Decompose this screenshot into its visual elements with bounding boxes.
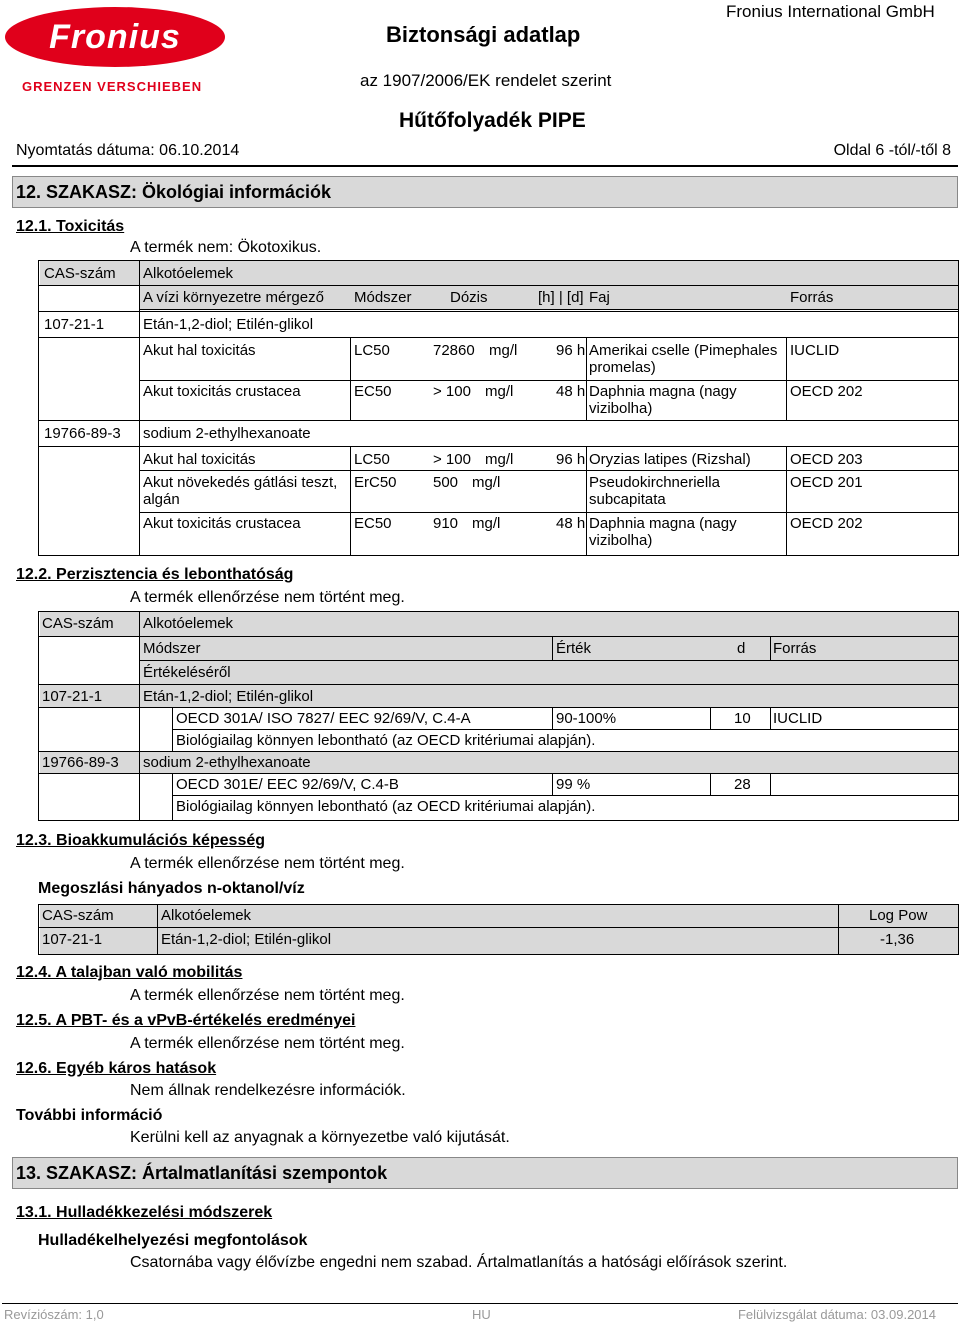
more-info-note: Kerülni kell az anyagnak a környezetbe való kijutását. [130, 1129, 510, 1146]
col-source: Forrás [790, 289, 834, 306]
col-aquatic-tox: A vízi környezetre mérgező [143, 289, 324, 306]
logo-tagline: GRENZEN VERSCHIEBEN [22, 79, 203, 94]
unit: mg/l [472, 474, 501, 491]
section-12-5-note: A termék ellenőrzése nem történt meg. [130, 1035, 405, 1052]
method: EC50 [354, 383, 392, 400]
regulation-text: az 1907/2006/EK rendelet szerint [360, 71, 612, 90]
logo-text: Fronius [49, 18, 181, 56]
partition-coeff-title: Megoszlási hányados n-oktanol/víz [38, 880, 305, 897]
source: OECD 202 [790, 515, 863, 532]
disposal-note: Csatornába vagy élővízbe engedni nem szabad. Ártalmatlanítás a hatósági előírások szerint. [130, 1254, 788, 1271]
tox-type: Akut hal toxicitás [143, 342, 256, 359]
section-12-1-note: A termék nem: Ökotoxikus. [130, 239, 322, 256]
section-12-5-title: 12.5. A PBT- és a vPvB-értékelés eredményei [16, 1012, 356, 1029]
method: LC50 [354, 342, 390, 359]
source: OECD 201 [790, 474, 863, 491]
species: Pseudokirchneriella subcapitata [589, 474, 720, 508]
revision-number: Revíziószám: 1,0 [4, 1307, 104, 1322]
cas-number: 19766-89-3 [42, 754, 119, 771]
evaluation-text: Biológiailag könnyen lebontható (az OECD kritériumai alapján). [176, 798, 596, 815]
tox-type: Akut növekedés gátlási teszt, algán [143, 474, 338, 508]
col-components: Alkotóelemek [143, 265, 234, 282]
col-components: Alkotóelemek [161, 907, 252, 924]
section-12-2-note: A termék ellenőrzése nem történt meg. [130, 589, 405, 606]
test-days: 10 [734, 710, 751, 727]
cas-number: 107-21-1 [42, 688, 103, 705]
tox-type: Akut hal toxicitás [143, 451, 256, 468]
review-date: Felülvizsgálat dátuma: 03.09.2014 [737, 1307, 936, 1322]
print-date: Nyomtatás dátuma: 06.10.2014 [16, 142, 240, 159]
dose: > 100 [433, 383, 471, 400]
col-value: Érték [556, 640, 592, 657]
exposure-time: 48 h [556, 515, 586, 532]
test-method: OECD 301A/ ISO 7827/ EEC 92/69/V, C.4-A [176, 710, 471, 727]
component-name: sodium 2-ethylhexanoate [143, 425, 311, 442]
cas-number: 107-21-1 [42, 931, 103, 948]
dose: 72860 [433, 342, 475, 359]
section-12-6-note: Nem állnak rendelkezésre információk. [130, 1082, 406, 1099]
company-name: Fronius International GmbH [726, 2, 935, 21]
language-code: HU [472, 1307, 491, 1322]
unit: mg/l [489, 342, 518, 359]
evaluation-text: Biológiailag könnyen lebontható (az OECD kritériumai alapján). [176, 732, 596, 749]
header-divider [12, 165, 958, 167]
product-name: Hűtőfolyadék PIPE [399, 109, 586, 132]
section-13-title: 13. SZAKASZ: Ártalmatlanítási szempontok [16, 1163, 388, 1183]
dose: > 100 [433, 451, 471, 468]
exposure-time: 96 h [556, 342, 586, 359]
fronius-logo [4, 6, 226, 68]
tox-type: Akut toxicitás crustacea [143, 515, 301, 532]
test-method: OECD 301E/ EEC 92/69/V, C.4-B [176, 776, 399, 793]
species: Oryzias latipes (Rizshal) [589, 451, 751, 468]
test-value: 90-100% [556, 710, 617, 727]
species: Daphnia magna (nagy vizibolha) [589, 383, 737, 417]
dose: 500 [433, 474, 459, 491]
col-method: Módszer [143, 640, 201, 657]
unit: mg/l [472, 515, 501, 532]
col-components: Alkotóelemek [143, 615, 234, 632]
method: EC50 [354, 515, 392, 532]
test-source: IUCLID [773, 710, 823, 727]
section-13-1-title: 13.1. Hulladékkezelési módszerek [16, 1204, 273, 1221]
exposure-time: 48 h [556, 383, 586, 400]
document-title: Biztonsági adatlap [386, 22, 581, 47]
source: OECD 202 [790, 383, 863, 400]
test-days: 28 [734, 776, 751, 793]
col-days: d [737, 640, 746, 657]
unit: mg/l [485, 383, 514, 400]
col-source: Forrás [773, 640, 817, 657]
footer-divider [2, 1303, 958, 1304]
method: LC50 [354, 451, 390, 468]
method: ErC50 [354, 474, 397, 491]
section-12-2-title: 12.2. Perzisztencia és lebonthatóság [16, 566, 294, 583]
section-12-3-title: 12.3. Bioakkumulációs képesség [16, 832, 266, 849]
component-name: Etán-1,2-diol; Etilén-glikol [161, 931, 332, 948]
species: Daphnia magna (nagy vizibolha) [589, 515, 737, 549]
section-12-title: 12. SZAKASZ: Ökológiai információk [16, 182, 332, 202]
component-name: Etán-1,2-diol; Etilén-glikol [143, 316, 314, 333]
section-12-3-note: A termék ellenőrzése nem történt meg. [130, 855, 405, 872]
section-12-4-note: A termék ellenőrzése nem történt meg. [130, 987, 405, 1004]
col-dose: Dózis [450, 289, 488, 306]
source: OECD 203 [790, 451, 863, 468]
unit: mg/l [485, 451, 514, 468]
species: Amerikai cselle (Pimephales promelas) [589, 342, 778, 376]
logpow-value: -1,36 [880, 931, 915, 948]
page-info: Oldal 6 -tól/-től 8 [833, 142, 951, 159]
col-method: Módszer [354, 289, 412, 306]
section-12-1-title: 12.1. Toxicitás [16, 218, 125, 235]
col-time: [h] | [d] [538, 289, 584, 306]
col-cas: CAS-szám [44, 265, 116, 282]
test-value: 99 % [556, 776, 591, 793]
cas-number: 19766-89-3 [44, 425, 121, 442]
exposure-time: 96 h [556, 451, 586, 468]
col-cas: CAS-szám [42, 615, 114, 632]
col-evaluation: Értékeléséről [143, 664, 231, 681]
tox-type: Akut toxicitás crustacea [143, 383, 301, 400]
col-logpow: Log Pow [869, 907, 928, 924]
section-12-6-title: 12.6. Egyéb káros hatások [16, 1060, 217, 1077]
section-12-4-title: 12.4. A talajban való mobilitás [16, 964, 243, 981]
cas-number: 107-21-1 [44, 316, 105, 333]
col-cas: CAS-szám [42, 907, 114, 924]
dose: 910 [433, 515, 459, 532]
component-name: sodium 2-ethylhexanoate [143, 754, 311, 771]
col-species: Faj [589, 289, 610, 306]
source: IUCLID [790, 342, 840, 359]
disposal-sub-title: Hulladékelhelyezési megfontolások [38, 1232, 308, 1249]
component-name: Etán-1,2-diol; Etilén-glikol [143, 688, 314, 705]
more-info-title: További információ [16, 1107, 163, 1124]
